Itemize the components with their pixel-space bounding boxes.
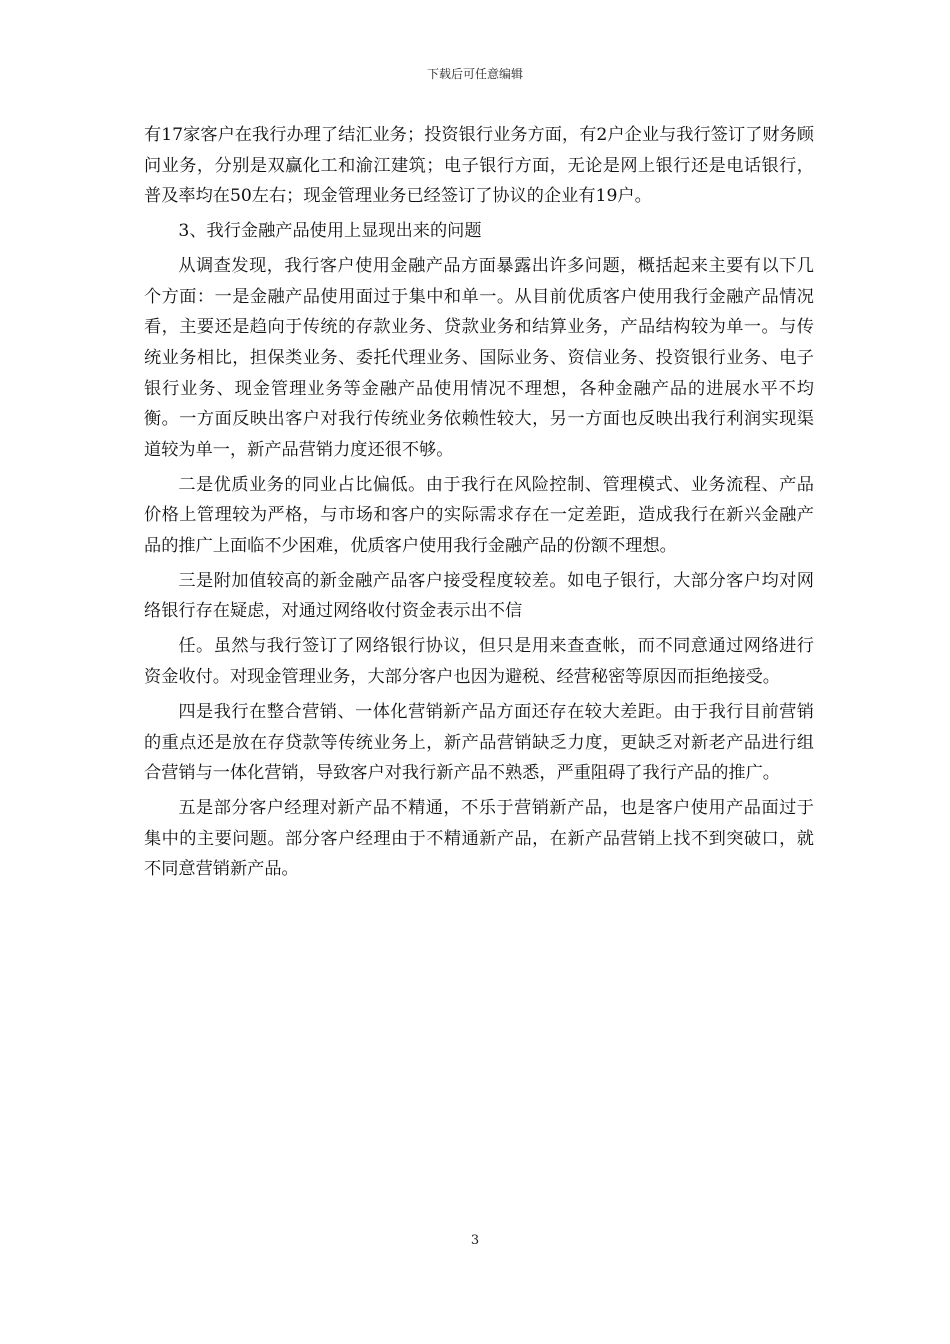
paragraph: 三是附加值较高的新金融产品客户接受程度较差。如电子银行，大部分客户均对网络银行存在疑虑，对通过网络收付资金表示出不信 — [144, 570, 814, 622]
paragraph: 四是我行在整合营销、一体化营销新产品方面还存在较大差距。由于我行目前营销的重点还是放在存贷款等传统业务上，新产品营销缺乏力度，更缺乏对新老产品进行组合营销与一体化营销，导致客户对我行新产品不熟悉，严重阻碍了我行产品的推广。 — [144, 702, 814, 784]
paragraph-continuation: 有17家客户在我行办理了结汇业务；投资银行业务方面，有2户企业与我行签订了财务顾问业务，分别是双赢化工和渝江建筑；电子银行方面，无论是网上银行还是电话银行，普及率均在50左右；现金管理业务已经签订了协议的企业有19户。 — [144, 125, 814, 207]
paragraph: 任。虽然与我行签订了网络银行协议，但只是用来查查帐，而不同意通过网络进行资金收付。对现金管理业务，大部分客户也因为避税、经营秘密等原因而拒绝接受。 — [144, 636, 814, 688]
document-body — [144, 120, 814, 889]
paragraph: 五是部分客户经理对新产品不精通，不乐于营销新产品，也是客户使用产品面过于集中的主要问题。部分客户经理由于不精通新产品，在新产品营销上找不到突破口，就不同意营销新产品。 — [144, 798, 814, 880]
page-header: 下载后可任意编辑 — [426, 67, 523, 81]
page-number: 3 — [470, 1233, 480, 1248]
paragraph: 从调查发现，我行客户使用金融产品方面暴露出许多问题，概括起来主要有以下几个方面：一是金融产品使用面过于集中和单一。从目前优质客户使用我行金融产品情况看，主要还是趋向于传统的存款业务、贷款业务和结算业务，产品结构较为单一。与传统业务相比，担保类业务、委托代理业务、国际业务、资信业务、投资银行业务、电子银行业务、现金管理业务等金融产品使用情况不理想，各种金融产品的进展水平不均衡。一方面反映出客户对我行传统业务依赖性较大，另一方面也反映出我行利润实现渠道较为单一，新产品营销力度还很不够。 — [144, 256, 814, 460]
paragraph: 二是优质业务的同业占比偏低。由于我行在风险控制、管理模式、业务流程、产品价格上管理较为严格，与市场和客户的实际需求存在一定差距，造成我行在新兴金融产品的推广上面临不少困难，优质客户使用我行金融产品的份额不理想。 — [144, 474, 814, 556]
section-heading: 3、我行金融产品使用上显现出来的问题 — [178, 221, 482, 242]
